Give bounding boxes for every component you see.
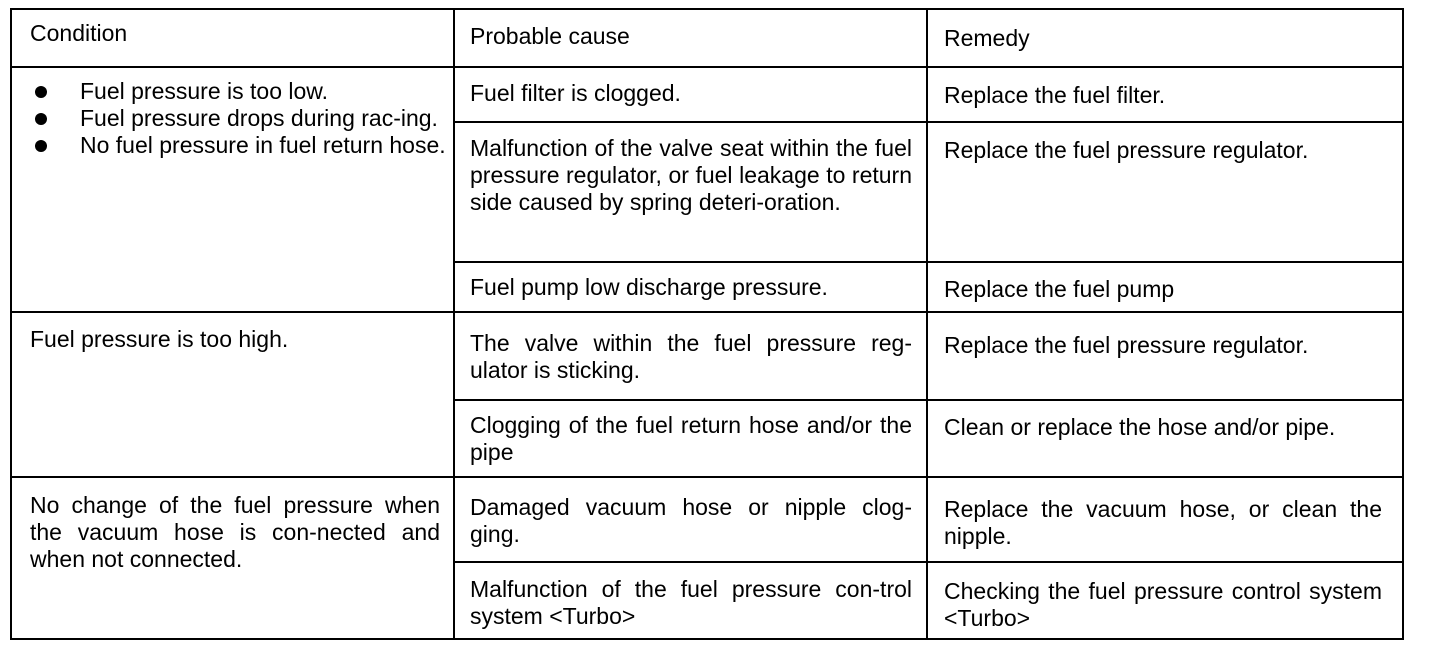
condition-cell: Fuel pressure is too high. <box>30 326 289 352</box>
remedy-cell: Replace the fuel filter. <box>944 82 1166 108</box>
condition-bullet-item: No fuel pressure in fuel return hose. <box>30 132 448 159</box>
remedy-cell: Replace the fuel pump <box>944 276 1175 302</box>
header-condition: Condition <box>30 20 128 46</box>
bullet-icon <box>35 86 47 98</box>
bullet-icon <box>35 113 47 125</box>
condition-cell <box>30 78 448 159</box>
cause-cell: The valve within the fuel pressure reg-ulator is sticking. <box>470 330 912 383</box>
header-probable-cause: Probable cause <box>470 23 630 49</box>
group-divider <box>12 311 1402 313</box>
cause-cell: Malfunction of the fuel pressure con-trol system <Turbo> <box>470 576 912 629</box>
cause-cell: Fuel pump low discharge pressure. <box>470 274 828 300</box>
column-divider <box>926 10 928 638</box>
remedy-cell: Replace the fuel pressure regulator. <box>944 332 1309 358</box>
condition-bullet-list <box>30 78 448 159</box>
group-divider <box>12 476 1402 478</box>
header-remedy: Remedy <box>944 25 1030 51</box>
condition-bullet-item: Fuel pressure is too low. <box>30 78 448 105</box>
cause-cell: Malfunction of the valve seat within the fuel pressure regulator, or fuel leakage to return side caused by spring deteri-oration. <box>470 135 912 215</box>
troubleshooting-table <box>10 8 1404 640</box>
row-divider <box>453 399 1402 401</box>
cause-cell: Clogging of the fuel return hose and/or the pipe <box>470 412 912 465</box>
remedy-cell: Checking the fuel pressure control system <Turbo> <box>944 578 1382 631</box>
row-divider <box>453 561 1402 563</box>
condition-bullet-item: Fuel pressure drops during rac-ing. <box>30 105 448 132</box>
bullet-icon <box>35 140 47 152</box>
row-divider <box>453 261 1402 263</box>
column-divider <box>453 10 455 638</box>
header-divider <box>12 66 1402 68</box>
row-divider <box>453 121 1402 123</box>
cause-cell: Damaged vacuum hose or nipple clog-ging. <box>470 494 912 547</box>
remedy-cell: Replace the fuel pressure regulator. <box>944 137 1309 163</box>
remedy-cell: Replace the vacuum hose, or clean the nipple. <box>944 496 1382 549</box>
cause-cell: Fuel filter is clogged. <box>470 80 681 106</box>
remedy-cell: Clean or replace the hose and/or pipe. <box>944 414 1336 440</box>
condition-cell: No change of the fuel pressure when the vacuum hose is con-nected and when not connected. <box>30 492 440 572</box>
